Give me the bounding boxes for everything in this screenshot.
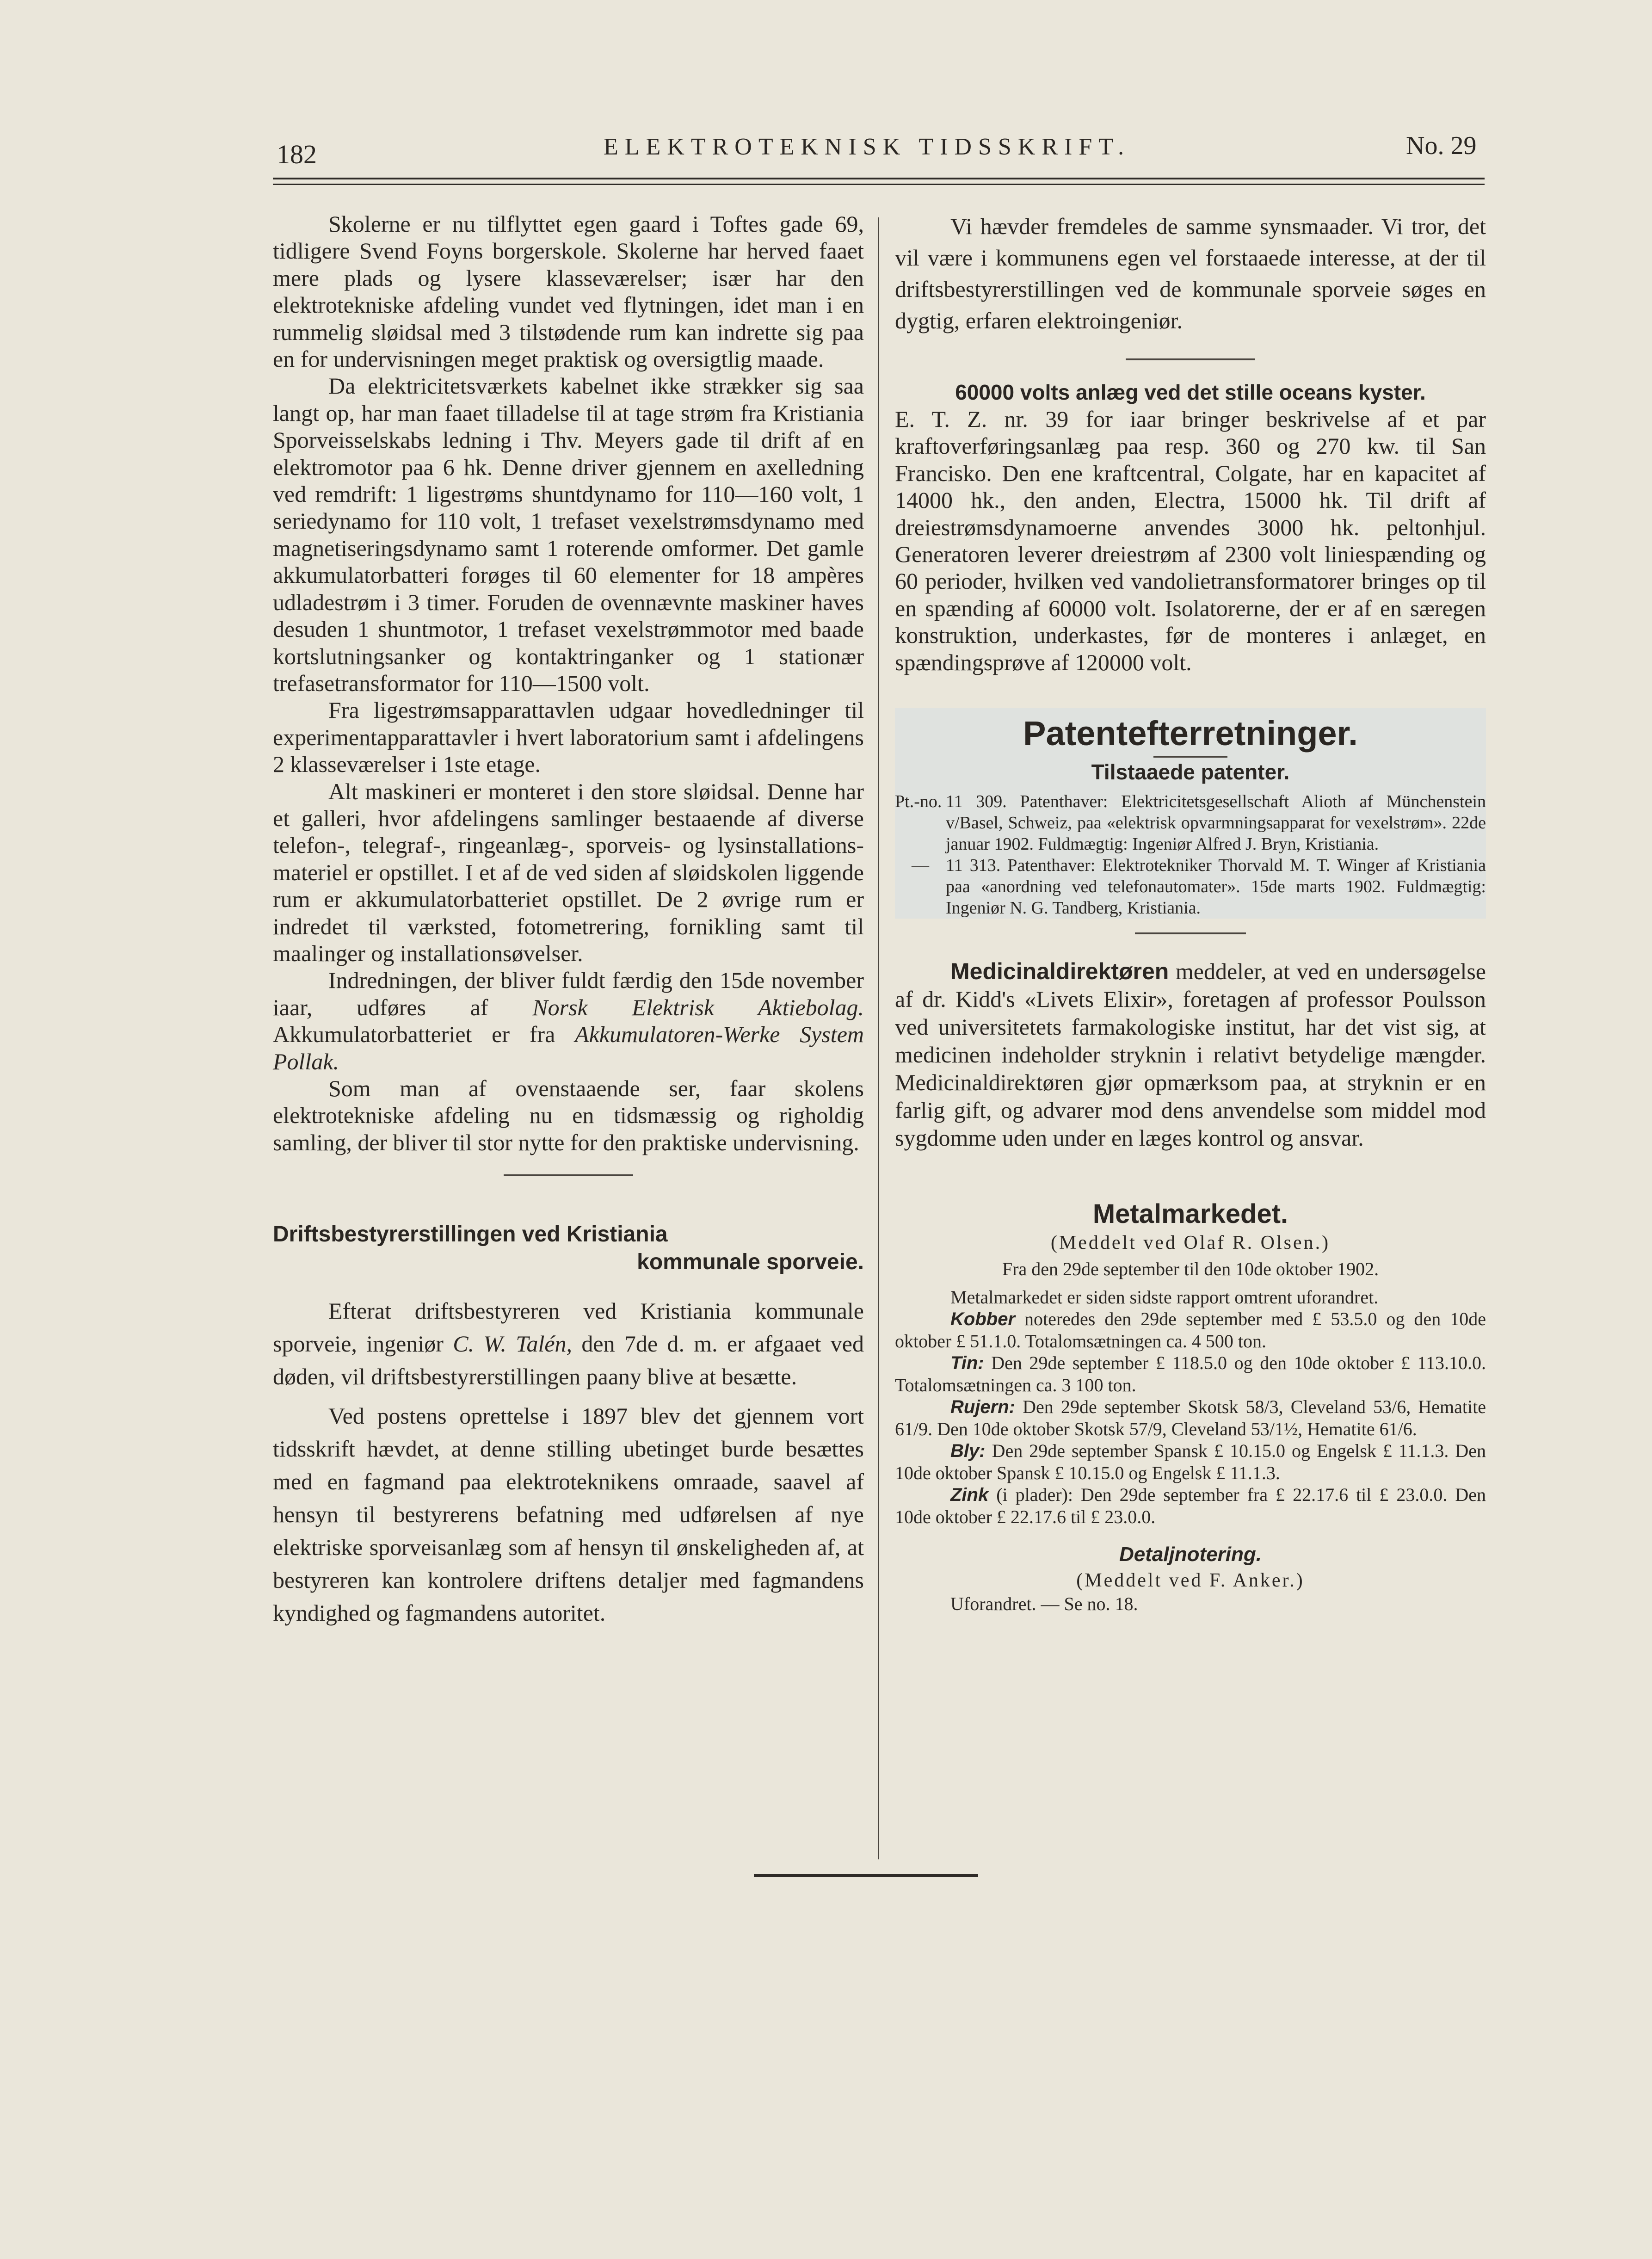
detail-text: Uforandret. — Se no. 18. — [950, 1593, 1138, 1615]
section-divider — [504, 1174, 633, 1176]
article-text-2: den 7de d. m. er afgaaet ved døden, vil driftsbestyrerstillingen paany blive at besætte. — [273, 1331, 864, 1390]
header-rule-top — [273, 178, 1485, 179]
patent-text: 11 313. Patenthaver: Elektrotekniker Thorvald M. T. Winger af Kristiania paa «anordning ved telefonautomater». 15de marts 1902. Fuldmægtig: Ingeniør N. G. Tandberg, Kristiania. — [946, 856, 1486, 918]
metal-entry — [895, 1396, 1486, 1440]
closing-paragraph: Som man af ovenstaaende ser, faar skolens elektrotekniske afdeling nu en tidsmæssig og righoldig samling, der bliver til stor nytte for den praktiske undervisning. — [273, 1075, 864, 1155]
patent-label: — — [912, 856, 929, 876]
opening-paragraph: Vi hævder fremdeles de samme synsmaader. Vi tror, det vil være i kommunens egen vel forstaaede interesse, at der til driftsbestyrerstillingen ved de kommunale sporveie søges en dygtig, erfaren elektroingeniør. — [895, 213, 1486, 333]
metal-name: Bly: — [950, 1441, 986, 1462]
metal-text: noteredes den 29de september med £ 53.5.0 og den 10de oktober £ 51.1.0. Totalomsætningen ca. 4 500 ton. — [895, 1308, 1486, 1352]
firm-name: Norsk Elektrisk Aktiebolag. — [532, 994, 864, 1020]
detail-heading-text: Detaljnotering. — [1119, 1543, 1262, 1566]
kyster-heading: 60000 volts anlæg ved det stille oceans kyster. — [955, 380, 1426, 404]
article-paragraph — [273, 1295, 864, 1393]
patent-section — [895, 708, 1486, 919]
article-body — [273, 1295, 864, 1629]
page-number: 182 — [277, 139, 317, 169]
metal-entry — [895, 1484, 1486, 1528]
article-paragraph: Ved postens oprettelse i 1897 blev det gjennem vort tidsskrift hævdet, at denne stilling ubetinget burde besættes med en fagmand paa elektroteknikens omraade, saavel af hensyn til bestyrerens befatning med udførelsen af nye elektriske sporveisanlæg som af hensyn til ønskeligheden af, at bestyreren kan kontrolere driftens detaljer med fagmandens kyndighed og fagmandens autoritet. — [273, 1403, 864, 1626]
metal-heading: Metalmarkedet. — [1092, 1199, 1288, 1229]
patent-heading: Patentefterretninger. — [1023, 714, 1358, 753]
detail-heading — [895, 1540, 1486, 1568]
metal-text: Den 29de september £ 118.5.0 og den 10de oktober £ 113.10.0. Totalomsætningen ca. 3 100 ton. — [895, 1352, 1486, 1396]
indredning-text-1: Indredningen, der bliver fuldt færdig den 15de november iaar, udføres af — [273, 967, 864, 1020]
metal-entry — [895, 1440, 1486, 1484]
metal-name: Zink — [950, 1485, 989, 1506]
journal-title: ELEKTROTEKNISK TIDSSKRIFT. — [604, 134, 1131, 160]
footer-rule — [754, 1874, 978, 1877]
patent-text: 11 309. Patenthaver: Elektricitetsgesellschaft Alioth af Münchenstein v/Basel, Schweiz, paa «elektrisk opvarmningsapparat for vexelstrøm». 22de januar 1902. Fuldmægtig: Ingeniør Alfred J. Bryn, Kristiania. — [946, 792, 1486, 854]
school-paragraph: Alt maskineri er monteret i den store sløidsal. Denne har et galleri, hvor afdelingens samlinger bestaaende af diverse telefon-, telegraf-, ringeanlæg-, sporveis- og lysinstallations-materiel er opstillet. I et af de ved siden af sløidskolen liggende rum er akkumulatorbatteriet opstillet. De 2 øvrige rum er indredet til værksted, fotometrering, fornikling samt til maalinger og installationsøvelser. — [273, 778, 864, 966]
article-heading-line-1: Driftsbestyrerstillingen ved Kristiania — [273, 1222, 668, 1247]
metal-entry — [895, 1352, 1486, 1396]
medicinal-paragraph — [895, 957, 1486, 1152]
issue-number: No. 29 — [1406, 131, 1477, 160]
patent-entry — [895, 791, 1486, 855]
school-paragraph: Fra ligestrømsapparattavlen udgaar hovedledninger til experimentapparattavler i hvert laboratorium samt i afdelingens 2 klasseværelser i 1ste etage. — [273, 697, 864, 778]
metal-name: Tin: — [950, 1353, 984, 1374]
metal-text: (i plader): Den 29de september fra £ 22.17.6 til £ 23.0.0. Den 10de oktober £ 22.17.6 til £ 23.0.0. — [895, 1484, 1486, 1528]
article-text-1: Efterat driftsbestyreren ved Kristiania kommunale sporveie, ingeniør — [273, 1298, 864, 1357]
indredning-paragraph — [273, 967, 864, 1075]
left-column — [273, 210, 864, 1629]
firm-name: Akkumulatoren-Werke System Pollak. — [273, 1021, 864, 1074]
section-divider — [1126, 358, 1255, 360]
section-divider — [1135, 932, 1246, 934]
medicinal-text: meddeler, at ved en undersøgelse af dr. Kidd's «Livets Elixir», foretagen af professor Poulsson ved universitetets farmakologiske institut, har det vist sig, at medicinen indeholder stryknin i relativt betydelige mængder. Medicinaldirektøren gjør opmærksom paa, at stryknin er en farlig gift, og advarer mod dens anvendelse som middel mod sygdomme uden under en læges kontrol og ansvar. — [895, 958, 1486, 1151]
metal-name: Rujern: — [950, 1397, 1015, 1418]
patent-entry — [895, 855, 1486, 919]
indredning-text-2: Akkumulatorbatteriet er fra — [273, 1021, 575, 1048]
kyster-text: E. T. Z. nr. 39 for iaar bringer beskrivelse af et par kraftoverføringsanlæg paa resp. 360 og 270 kw. til San Francisko. Den ene kraftcentral, Colgate, har en kapacitet af 14000 hk., den anden, Electra, 15000 hk. Til drift af dreiestrømsdynamoerne anvendes 3000 hk. peltonhjul. Generatoren leverer dreiestrøm af 2300 volt liniespænding og 60 perioder, hvilken ved vandolietransformatorer bringes op til en spænding af 60000 volt. Isolatorerne, der er af en særegen konstruktion, underkastes, før de monteres i anlæget, en spændingsprøve af 120000 volt. — [895, 406, 1486, 675]
person-name: C. W. Talén, — [453, 1331, 573, 1357]
metal-period: Fra den 29de september til den 10de oktober 1902. — [1002, 1259, 1379, 1280]
metal-text: Den 29de september Spansk £ 10.15.0 og Engelsk £ 11.1.3. Den 10de oktober Spansk £ 10.15.0 og Engelsk £ 11.1.3. — [895, 1440, 1486, 1484]
patent-label: Pt.-no. — [895, 792, 942, 812]
metal-credit: (Meddelt ved Olaf R. Olsen.) — [1050, 1232, 1331, 1254]
metal-name: Kobber — [950, 1309, 1015, 1330]
right-column — [895, 210, 1486, 1615]
metal-intro: Metalmarkedet er siden sidste rapport omtrent uforandret. — [950, 1287, 1379, 1308]
patent-subheading: Tilstaaede patenter. — [1091, 760, 1290, 784]
article-heading — [273, 1221, 864, 1276]
metal-text: Den 29de september Skotsk 58/3, Cleveland 53/6, Hematite 61/9. Den 10de oktober Skotsk 57/9, Cleveland 53/1½, Hematite 61/6. — [895, 1396, 1486, 1440]
school-paragraph: Da elektricitetsværkets kabelnet ikke strækker sig saa langt op, har man faaet tilladelse til at tage strøm fra Kristiania Sporveisselskabs ledning i Thv. Meyers gade til drift af en elektromotor paa 6 hk. Denne driver gjennem en axelledning ved remdrift: 1 ligestrøms shuntdynamo for 110—160 volt, 1 seriedynamo for 110 volt, 1 trefaset vexelstrømsdynamo med magnetiseringsdynamo samt 1 roterende omformer. Det gamle akkumulatorbatteri forøges til 60 elementer for 18 ampères udladestrøm i 3 timer. Foruden de ovennævnte maskiner haves desuden 1 shuntmotor, 1 trefaset vexelstrømmotor med baade kortslutningsanker og kontaktringanker og 1 stationær trefasetransformator for 110—1500 volt. — [273, 373, 864, 696]
school-paragraph: Skolerne er nu tilflyttet egen gaard i Toftes gade 69, tidligere Svend Foyns borgerskole. Skolerne har herved faaet mere plads og lysere klasseværelser; især har den elektrotekniske afdeling vundet ved flytningen, idet man i en rummelig sløidsal med 3 tilstødende rum kan indrette sig paa en for undervisningen meget praktisk og oversigtlig maade. — [273, 211, 864, 372]
column-separator — [878, 217, 879, 1859]
detail-credit: (Meddelt ved F. Anker.) — [1076, 1570, 1305, 1592]
article-heading-line-2: kommunale sporveie. — [637, 1250, 864, 1275]
header-rule-bottom — [273, 184, 1485, 185]
metal-entry — [895, 1308, 1486, 1352]
medicinal-lead: Medicinaldirektøren — [950, 958, 1169, 985]
